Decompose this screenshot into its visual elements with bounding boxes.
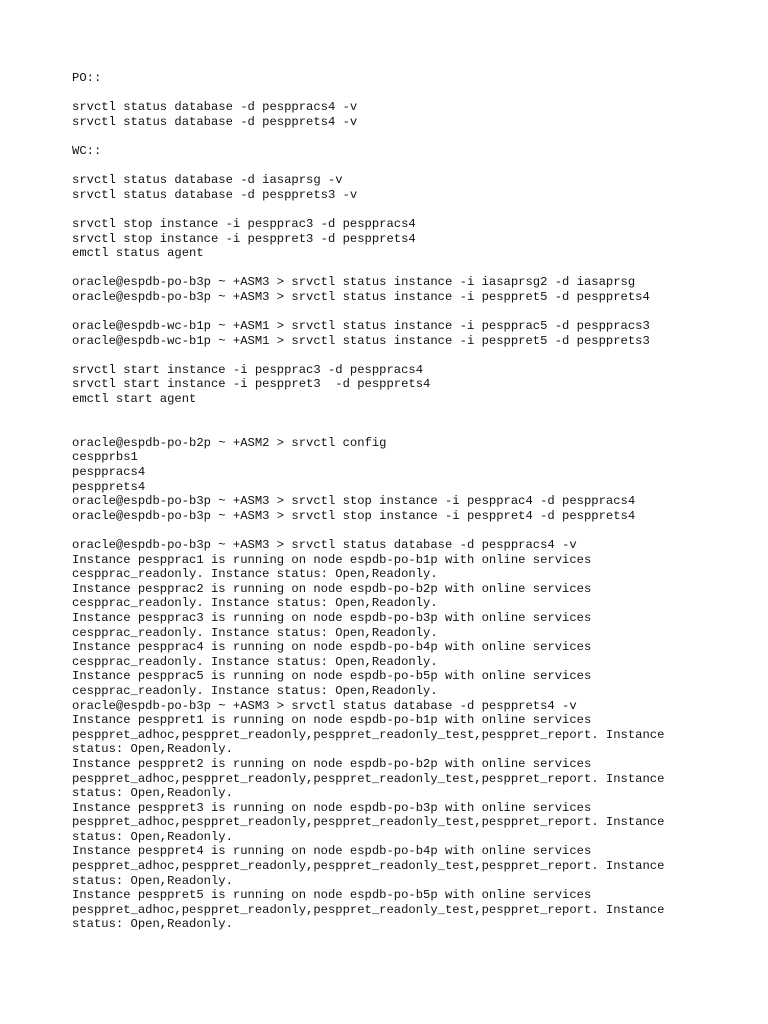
text-line: srvctl start instance -i pesppret3 -d pespprets4 [72, 377, 431, 392]
text-line [72, 129, 762, 144]
text-line: cespprbs1 [72, 450, 138, 465]
text-line: emctl start agent [72, 392, 197, 407]
text-line: Instance pespprac4 is running on node espdb-po-b4p with online services [72, 640, 592, 655]
text-line: srvctl stop instance -i pespprac3 -d pesppracs4 [72, 216, 416, 231]
text-line: pesppret_adhoc,pesppret_readonly,pesppret_readonly_test,pesppret_report. Instance [72, 902, 665, 917]
text-line [72, 523, 762, 538]
text-line: srvctl stop instance -i pesppret3 -d pespprets4 [72, 231, 416, 246]
text-line: oracle@espdb-wc-b1p ~ +ASM1 > srvctl status instance -i pesppret5 -d pespprets3 [72, 333, 650, 348]
text-line: PO:: [72, 71, 102, 85]
text-line: Instance pesppret5 is running on node espdb-po-b5p with online services [72, 888, 592, 903]
text-line: pesppret_adhoc,pesppret_readonly,pesppret_readonly_test,pesppret_report. Instance [72, 815, 665, 830]
text-line: pesppret_adhoc,pesppret_readonly,pesppret_readonly_test,pesppret_report. Instance [72, 727, 665, 742]
document-body [72, 71, 762, 932]
text-line: status: Open,Readonly. [72, 873, 233, 888]
text-line: Instance pesppret3 is running on node espdb-po-b3p with online services [72, 800, 592, 815]
text-line: srvctl status database -d pespprets4 -v [72, 114, 358, 129]
text-line: status: Open,Readonly. [72, 917, 233, 932]
text-line: oracle@espdb-po-b3p ~ +ASM3 > srvctl status instance -i pesppret5 -d pespprets4 [72, 289, 650, 304]
text-line: oracle@espdb-wc-b1p ~ +ASM1 > srvctl status instance -i pespprac5 -d pesppracs3 [72, 319, 650, 334]
text-line: status: Open,Readonly. [72, 786, 233, 801]
text-line: srvctl status database -d iasaprsg -v [72, 173, 343, 188]
text-line: Instance pesppret1 is running on node espdb-po-b1p with online services [72, 713, 592, 728]
text-line: Instance pesppret2 is running on node espdb-po-b2p with online services [72, 756, 592, 771]
text-line: emctl status agent [72, 246, 204, 261]
text-line: oracle@espdb-po-b3p ~ +ASM3 > srvctl stop instance -i pesppret4 -d pespprets4 [72, 508, 636, 523]
text-line [72, 305, 762, 320]
text-line: Instance pespprac2 is running on node espdb-po-b2p with online services [72, 581, 592, 596]
text-line [72, 421, 762, 436]
text-line: oracle@espdb-po-b3p ~ +ASM3 > srvctl status database -d pespprets4 -v [72, 698, 577, 713]
text-line: oracle@espdb-po-b3p ~ +ASM3 > srvctl status database -d pesppracs4 -v [72, 538, 577, 552]
text-line [72, 348, 762, 363]
text-line: status: Open,Readonly. [72, 742, 233, 757]
text-line [72, 407, 762, 422]
text-line: cespprac_readonly. Instance status: Open,Readonly. [72, 625, 438, 640]
text-line: srvctl status database -d pesppracs4 -v [72, 100, 358, 115]
text-line: Instance pespprac3 is running on node espdb-po-b3p with online services [72, 610, 592, 625]
text-line: pespprets4 [72, 479, 146, 494]
text-line: pesppracs4 [72, 465, 146, 480]
text-line: Instance pespprac1 is running on node espdb-po-b1p with online services [72, 552, 592, 567]
text-line [72, 202, 762, 217]
text-line: cespprac_readonly. Instance status: Open,Readonly. [72, 654, 438, 669]
text-line: pesppret_adhoc,pesppret_readonly,pesppret_readonly_test,pesppret_report. Instance [72, 859, 665, 874]
text-line: oracle@espdb-po-b3p ~ +ASM3 > srvctl stop instance -i pespprac4 -d pesppracs4 [72, 494, 636, 509]
text-line: status: Open,Readonly. [72, 829, 233, 844]
text-line: srvctl start instance -i pespprac3 -d pesppracs4 [72, 362, 424, 377]
text-line: srvctl status database -d pespprets3 -v [72, 187, 358, 202]
text-line [72, 261, 762, 276]
text-line: cespprac_readonly. Instance status: Open,Readonly. [72, 683, 438, 698]
text-line: oracle@espdb-po-b3p ~ +ASM3 > srvctl status instance -i iasaprsg2 -d iasaprsg [72, 275, 636, 290]
text-line [72, 159, 762, 174]
text-line [72, 86, 762, 101]
text-line: cespprac_readonly. Instance status: Open,Readonly. [72, 567, 438, 582]
text-line: Instance pesppret4 is running on node espdb-po-b4p with online services [72, 844, 592, 859]
text-line: pesppret_adhoc,pesppret_readonly,pesppret_readonly_test,pesppret_report. Instance [72, 771, 665, 786]
text-line: cespprac_readonly. Instance status: Open,Readonly. [72, 596, 438, 611]
text-line: WC:: [72, 143, 102, 158]
text-line: Instance pespprac5 is running on node espdb-po-b5p with online services [72, 669, 592, 684]
text-line: oracle@espdb-po-b2p ~ +ASM2 > srvctl config [72, 435, 387, 450]
